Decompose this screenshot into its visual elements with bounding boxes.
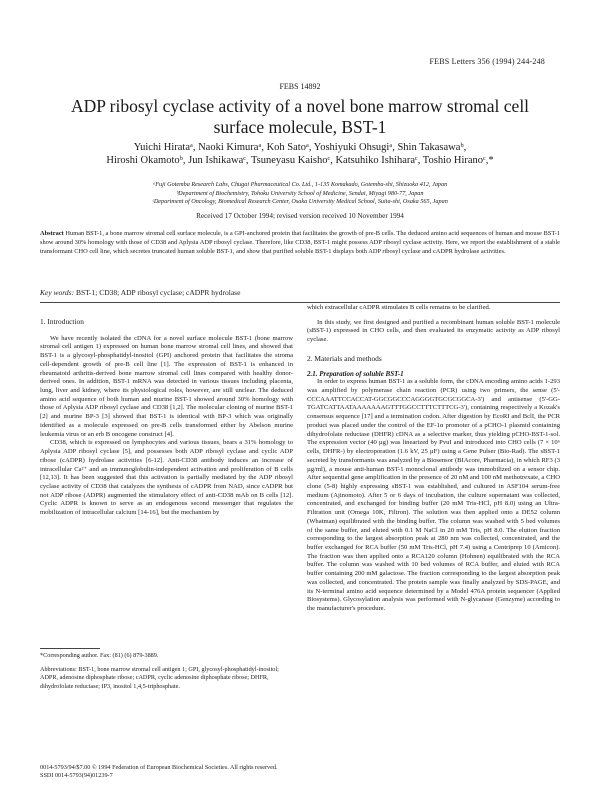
study-aim-paragraph: In this study, we first designed and purified a recombinant human soluble BST-1 molecule (sBST-1) expressed in CHO cells, and then evaluated its enzymatic activity as ADP ribosyl cyclase. [307,318,560,344]
abstract [40,230,560,256]
author-line-1: Yuichi Hirataᵃ, Naoki Kimuraᵃ, Koh Satoᵃ, Yoshiyuki Ohsugiᵃ, Shin Takasawaᵇ, [133,142,467,153]
introduction-continuation: which extracellular cADPR stimulates B cells remains to be clarified. [307,304,491,311]
author-list [60,142,540,167]
copyright-line: 0014-5793/94/$7.00 © 1994 Federation of European Biochemical Societies. All rights reserved. [40,764,278,771]
author-line-2: Hiroshi Okamotoᵇ, Jun Ishikawaᶜ, Tsuneyasu Kaishoᶜ, Katsuhiko Ishiharaᶜ, Toshio Hiranoᶜ,* [106,154,494,166]
keywords-label: Key words: [40,288,75,297]
febs-article-number: FEBS 14892 [279,82,321,91]
keywords-text: BST-1; CD38; ADP ribosyl cyclase; cADPR hydrolase [75,288,241,297]
abstract-text: Human BST-1, a bone marrow stromal cell surface molecule, is a GPI-anchored protein that facilitates the growth of pre-B cells. The deduced amino acid sequences of human and mouse BST-1 show around 30% homology with those of CD38 and Aplysia ADP ribosyl cyclase. Therefore, like CD38, BST-1 might possess ADP ribosyl cyclase activity. Here, we report the establishment of a stable transformant CHO cell line, which secretes truncated human soluble BST-1, and show that purified soluble BST-1 displays both ADP ribosyl cyclase and cADPR hydrolase activities. [40,230,560,255]
abstract-label: Abstract [40,230,64,237]
ssdi-line: SSDI 0014-5793(94)01239-7 [40,772,113,780]
left-column [40,318,293,518]
introduction-heading: 1. Introduction [40,317,84,326]
header-divider [40,302,560,303]
affiliation-c: ᶜDepartment of Oncology, Biomedical Research Center, Osaka University Medical School, Suita-shi, Osaka 565, Japan [152,198,448,206]
footnotes [40,652,293,691]
affiliation-b: ᵇDepartment of Biochemistry, Tohoku University School of Medicine, Sendai, Miyagi 980-77, Japan [176,189,424,197]
copyright-block [40,764,300,780]
affiliations [60,181,540,207]
spacer [40,327,293,335]
right-column [307,304,560,614]
received-dates: Received 17 October 1994; revised version received 10 November 1994 [196,212,404,220]
journal-reference: FEBS Letters 356 (1994) 244-248 [429,57,545,66]
abbreviations-note: Abbreviations: BST-1, bone marrow stromal cell antigen 1; GPI, glycosyl-phosphatidyl-inositol; ADPR, adenosine diphosphate ribose; cADPR, cyclic adenosine diphosphate ribose; DHFR, dihydrofolate reductase; IP3, inositol 1,4,5-triphosphate. [40,666,279,690]
paper-title: ADP ribosyl cyclase activity of a novel bone marrow stromal cell surface molecule, BST-1 [70,96,530,137]
keywords [40,288,560,297]
methods-paragraph: In order to express human BST-1 as a soluble form, the cDNA encoding amino acids 1-293 was amplified by polymerase chain reaction (PCR) using two primers, the sense (5'-CCCAAATTCCACCAT-GGCGGCCCAGGGGTGCGCGGCA-3') and antisense (5'-GG-TGATCATTAATAAAAAAAGTTTGGCCTTTCTTTCG-3'), containing respectively a Kozak's consensus sequence [17] and a termination codon. After digestion by EcoRI and BclI, the PCR product was placed under the control of the EF-1α promoter of a pCHO-1 plasmid containing dihydrofolate reductase (DHFR) cDNA as a selective marker, thus yielding pCHO-BST-1-sol. The expression vector (40 µg) was linearized by PvuI and introduced into CHO cells (7 × 10⁶ cells, DHFR-) by electroporation (1.6 kV, 25 µF) using a Gene Pulser (Bio-Rad). The sBST-1 secreted by transformants was analyzed by a Biosensor (BIAcore, Pharmacia), in which RF3 (3 µg/ml), a mouse anti-human BST-1 monoclonal antibody was immobilized on a sensor chip. After sequential gene amplification in the presence of 20 nM and 100 nM methotrexate, a CHO clone (5-8) highly expressing sBST-1 was established, and cultured in ASF104 serum-free medium (Ajinomoto). After 5 or 6 days of incubation, the culture supernatant was collected, concentrated, and exchanged for binding buffer (20 mM Tris-HCl, pH 8.0) using an Ultra-Filtration unit (Omega 10K, Filtron). The solution was then applied onto a DE52 column (Whatman) equilibrated with the binding buffer. The column was washed with 5 bed volumes of the same buffer, and eluted with 0.1 M NaCl in 20 mM Tris, pH 8.0. The elution fraction corresponding to the largest absorption peak at 280 nm was collected, concentrated, and the buffer exchanged for RCA buffer (50 mM Tris-HCl, pH 7.4) using a Centriprep 10 (Amicon). The fraction was then applied onto a RCA120 column (Hohnen) equilibrated with the RCA buffer. The column was washed with 10 bed volumes of RCA buffer, and eluted with RCA buffer containing 200 mM galactose. The fraction corresponding to the largest absorption peak was collected, and concentrated. The protein sample was finally analyzed by SDS-PAGE, and its N-terminal amino acid sequence determined by a Model 476A protein sequencer (Applied Biosystems). Glycosylation analysis was performed with N-glycanase (Genzyme) according to the manufacturer's procedure. [307,378,560,612]
affiliation-a: ᵃFuji Gotemba Research Labs, Chugai Pharmaceutical Co. Ltd., 1-135 Komakado, Gotemba-shi, Shizuoka 412, Japan [152,181,448,188]
methods-heading: 2. Materials and methods [307,353,382,363]
corresponding-author-note: *Corresponding author. Fax: (81) (6) 879-3889. [40,652,159,659]
footnote-divider [40,648,100,649]
introduction-paragraph-2: CD38, which is expressed on lymphocytes and various tissues, bears a 31% homology to Aplysia ADP ribosyl cyclase [5], and possesses both ADP ribosyl cyclase and cyclic ADP ribose (cADPR) hydrolase activities [6-12]. Anti-CD38 antibody induces an increase of intracellular Ca²⁺ and an immunoglobulin-independent activation and proliferation of B cells [12,13]. It has been suggested that this activation is partially mediated by the ADP ribosyl cyclase activity of CD38 that catalyzes the synthesis of cADPR from NAD, since cADPR but not ADP ribose (ADPR) augmented the stimulatory effect of anti-CD38 mAb on B cells [12]. Cyclic ADPR is known to serve as an endogenous second messenger that regulates the mobilization of intracellular calcium [14-16], but the mechanism by [40,439,293,517]
introduction-paragraph-1: We have recently isolated the cDNA for a novel surface molecule BST-1 (bone marrow stromal cell antigen 1) expressed on human bone marrow stromal cell lines, and showed that BST-1 is a glycosyl-phosphatidyl-inositol (GPI) anchored protein that facilitates the stroma cell-dependent growth of pre-B cell line [1]. The expression of BST-1 is enhanced in rheumatoid arthritis-derived bone marrow stromal cell lines compared with healthy donor-derived ones. In addition, BST-1 mRNA was detected in various tissues including placenta, lung, liver and kidney, where its physiological roles, however, are still unclear. The deduced amino acid sequence of both human and murine BST-1 showed around 30% homology with those of Aplysia ADP ribosyl cyclase and CD38 [1,2]. The molecular cloning of murine BST-1 [2] and murine BP-3 [3] showed that BST-1 is identical with BP-3 which was originally identified as a molecule expressed on pre-B cells transformed either by Abelson murine leukemia virus or an erb B oncogene construct [4]. [40,334,293,438]
methods-subheading: 2.1. Preparation of soluble BST-1 [307,369,404,378]
